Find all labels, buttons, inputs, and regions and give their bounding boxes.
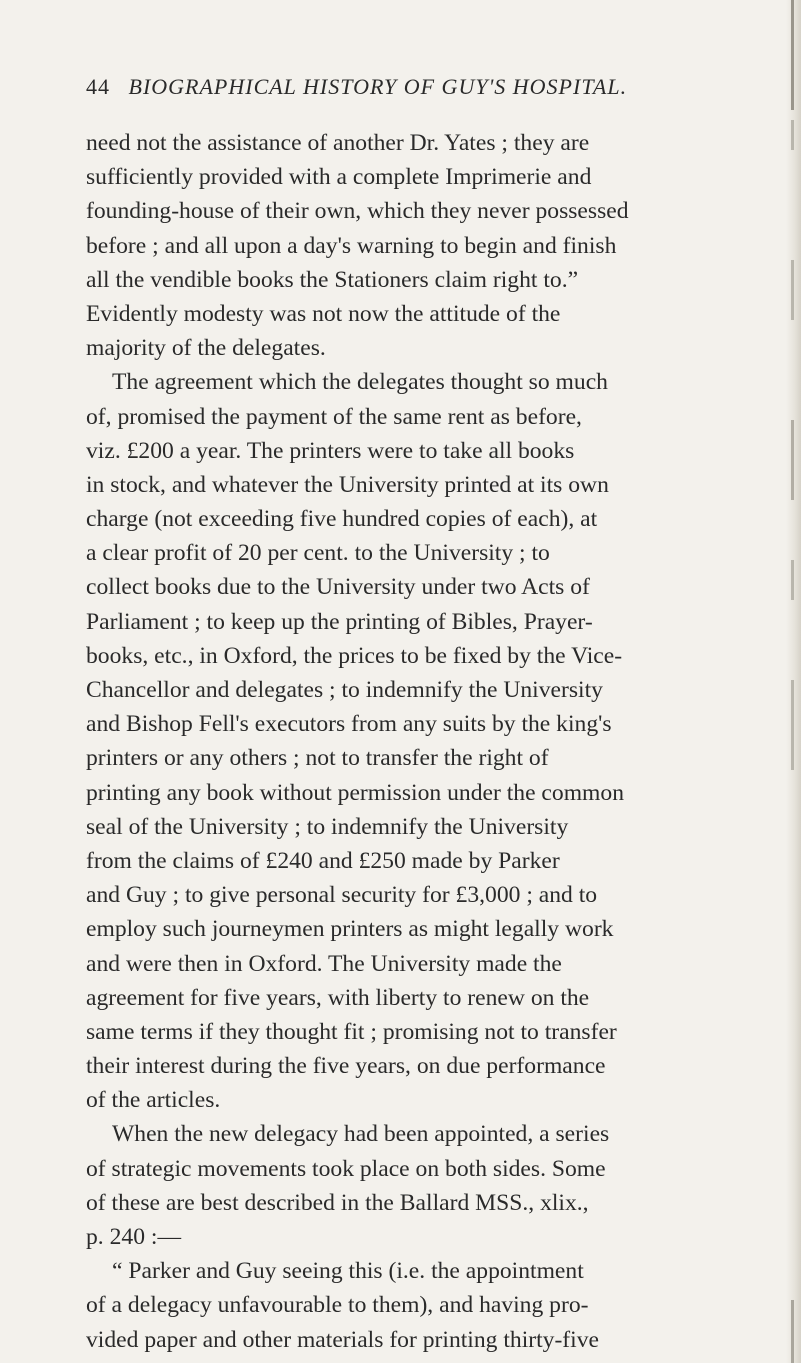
text-line: printers or any others ; not to transfer the right of [86,745,549,772]
page-edge-mark [791,0,794,110]
text-line: of the articles. [86,1087,221,1114]
text-line: before ; and all upon a day's warning to begin and finish [86,232,617,259]
text-line: need not the assistance of another Dr. Yates ; they are [86,130,590,156]
quotation-start-line: “ Parker and Guy seeing this (i.e. the appointment [112,1258,584,1285]
text-line: employ such journeymen printers as might legally work [86,916,614,943]
running-head [86,72,716,102]
page-edge-mark [791,420,794,500]
text-line: all the vendible books the Stationers claim right to.” [86,266,579,293]
text-line: of strategic movements took place on both sides. Some [86,1155,606,1182]
text-line: vided paper and other materials for printing thirty-five [86,1326,599,1353]
text-line: of these are best described in the Ballard MSS., xlix., [86,1189,589,1216]
text-line: collect books due to the University under two Acts of [86,574,590,601]
text-line: and were then in Oxford. The University made the [86,950,562,977]
text-line: Evidently modesty was not now the attitude of the [86,300,561,327]
text-line: majority of the delegates. [86,335,326,362]
page-edge-mark [791,260,794,320]
text-line: a clear profit of 20 per cent. to the University ; to [86,540,550,567]
text-line: their interest during the five years, on due performance [86,1053,606,1080]
text-line: Chancellor and delegates ; to indemnify the University [86,677,603,703]
text-line: from the claims of £240 and £250 made by Parker [86,847,560,874]
body-text [86,126,726,1357]
paragraph-start-line: When the new delegacy had been appointed, a series [112,1121,610,1148]
page-edge-mark [791,120,794,150]
text-line: of, promised the payment of the same rent as before, [86,403,582,430]
text-line: same terms if they thought fit ; promising not to transfer [86,1018,617,1045]
text-line: printing any book without permission under the common [86,779,625,806]
page-edge-mark [791,680,794,770]
page-edge-mark [791,1300,794,1363]
text-line: books, etc., in Oxford, the prices to be fixed by the Vice- [86,642,623,669]
text-line: agreement for five years, with liberty to renew on the [86,984,590,1011]
text-line: viz. £200 a year. The printers were to take all books [86,437,575,464]
page-edge-mark [791,560,794,600]
paragraph-start-line: The agreement which the delegates thought so much [112,369,608,396]
text-line: charge (not exceeding five hundred copies of each), at [86,506,598,533]
text-line: in stock, and whatever the University printed at its own [86,471,609,498]
text-line: founding-house of their own, which they never possessed [86,198,629,225]
running-title: BIOGRAPHICAL HISTORY OF GUY'S HOSPITAL. [128,74,628,99]
page-number: 44 [86,74,110,99]
text-line: seal of the University ; to indemnify the University [86,813,569,840]
text-line: Parliament ; to keep up the printing of Bibles, Prayer- [86,608,593,635]
text-line: sufficiently provided with a complete Imprimerie and [86,164,592,191]
text-line: p. 240 :— [86,1224,182,1250]
text-line: of a delegacy unfavourable to them), and having pro- [86,1292,589,1319]
text-line: and Bishop Fell's executors from any suits by the king's [86,711,612,738]
text-line: and Guy ; to give personal security for £3,000 ; and to [86,882,598,909]
